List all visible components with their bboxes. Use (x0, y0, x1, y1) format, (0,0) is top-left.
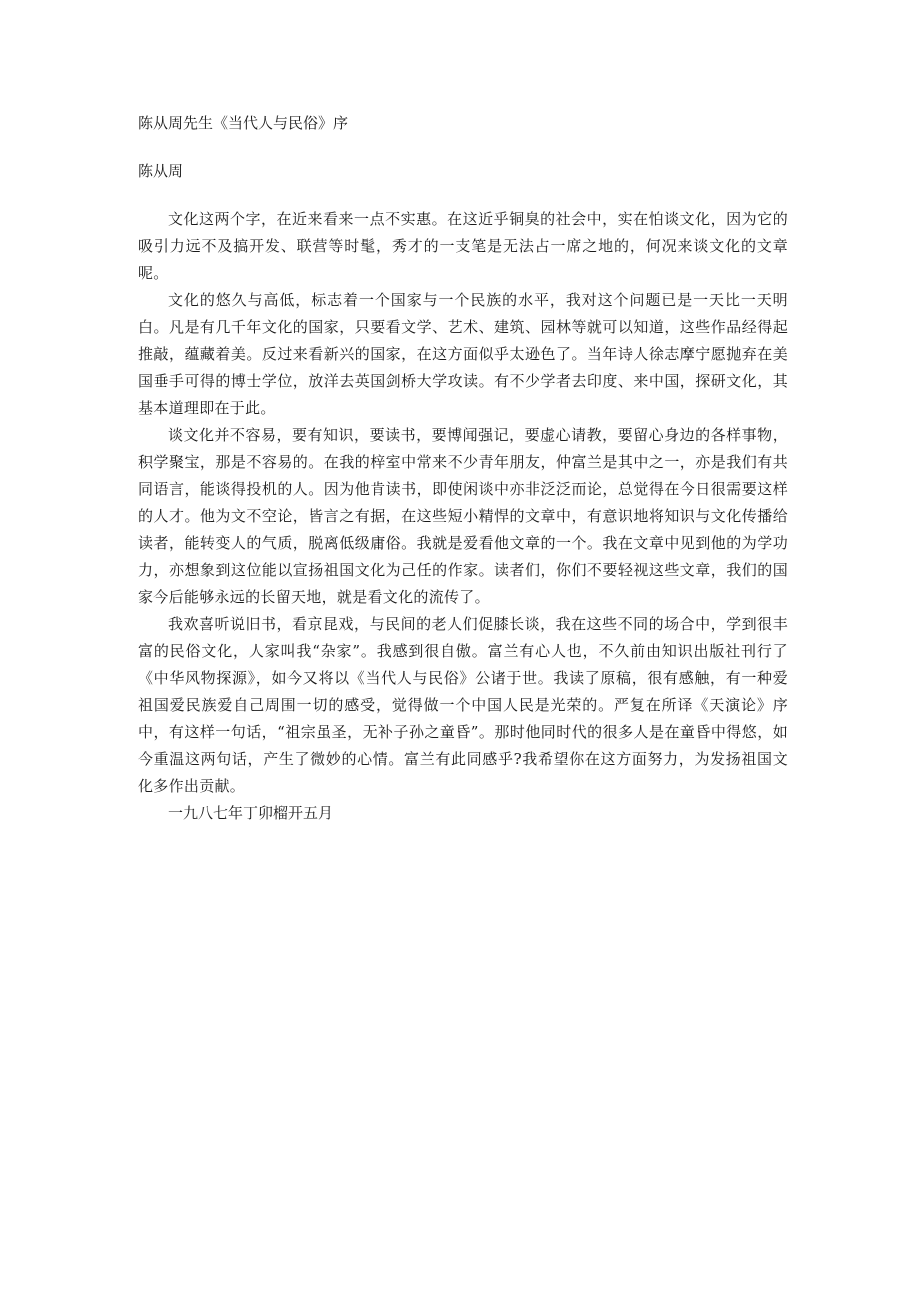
document-content (138, 112, 788, 827)
body-paragraph: 文化这两个字，在近来看来一点不实惠。在这近乎铜臭的社会中，实在怕谈文化，因为它的吸引力远不及搞开发、联营等时髦，秀才的一支笔是无法占一席之地的，何况来谈文化的文章呢。 (138, 210, 788, 282)
document-author: 陈从周 (138, 162, 184, 180)
document-body (138, 206, 788, 827)
date-line: 一九八七年丁卯榴开五月 (168, 804, 334, 822)
body-paragraph: 文化的悠久与高低，标志着一个国家与一个民族的水平，我对这个问题已是一天比一天明白。凡是有几千年文化的国家，只要看文学、艺术、建筑、园林等就可以知道，这些作品经得起推敲，蕴藏着美。反过来看新兴的国家，在这方面似乎太逊色了。当年诗人徐志摩宁愿抛弃在美国垂手可得的博士学位，放洋去英国剑桥大学攻读。有不少学者去印度、来中国，探研文化，其基本道理即在于此。 (138, 291, 788, 417)
body-paragraph: 谈文化并不容易，要有知识，要读书，要博闻强记，要虚心请教，要留心身边的各样事物，积学聚宝，那是不容易的。在我的梓室中常来不少青年朋友，仲富兰是其中之一，亦是我们有共同语言，能谈得投机的人。因为他肯读书，即使闲谈中亦非泛泛而论，总觉得在今日很需要这样的人才。他为文不空论，皆言之有据，在这些短小精悍的文章中，有意识地将知识与文化传播给读者，能转变人的气质，脱离低级庸俗。我就是爱看他文章的一个。我在文章中见到他的为学功力，亦想象到这位能以宣扬祖国文化为己任的作家。读者们，你们不要轻视这些文章，我们的国家今后能够永远的长留天地，就是看文化的流传了。 (138, 426, 788, 606)
body-paragraph: 我欢喜听说旧书，看京昆戏，与民间的老人们促膝长谈，我在这些不同的场合中，学到很丰富的民俗文化，人家叫我“杂家”。我感到很自傲。富兰有心人也，不久前由知识出版社刊行了《中华风物探源》，如今又将以《当代人与民俗》公诸于世。我读了原稿，很有感触，有一种爱祖国爱民族爱自己周围一切的感受，觉得做一个中国人民是光荣的。严复在所译《天演论》序中，有这样一句话，“祖宗虽圣，无补子孙之童昏”。那时他同时代的很多人是在童昏中得悠，如今重温这两句话，产生了微妙的心情。富兰有此同感乎?我希望你在这方面努力，为发扬祖国文化多作出贡献。 (138, 615, 788, 795)
document-title: 陈从周先生《当代人与民俗》序 (138, 114, 349, 132)
